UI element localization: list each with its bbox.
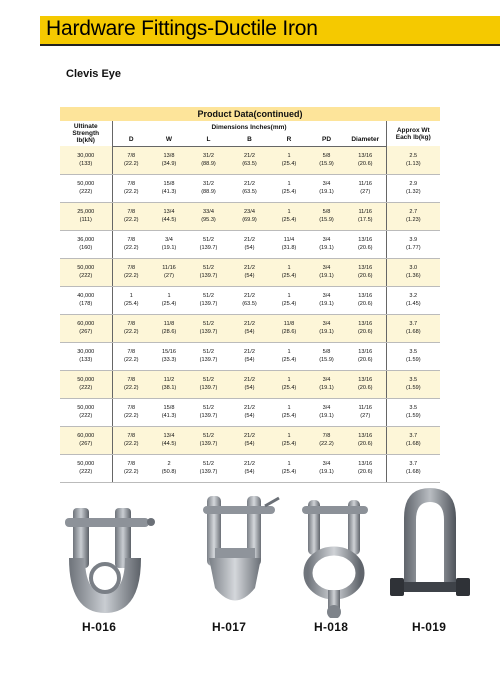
table-cell: 13/16 (20.6) bbox=[345, 426, 386, 454]
table-cell: 1 (25.4) bbox=[270, 146, 308, 174]
table-row bbox=[60, 230, 440, 258]
column-header: B bbox=[229, 134, 270, 146]
table-cell: 33/4 (95.3) bbox=[188, 202, 229, 230]
table-row bbox=[60, 398, 440, 426]
table-cell: 3/4 (19.1) bbox=[308, 174, 345, 202]
table-cell: 21/2 (54) bbox=[229, 230, 270, 258]
table-cell: 3/4 (19.1) bbox=[308, 230, 345, 258]
column-header: L bbox=[188, 134, 229, 146]
table-cell: 1 (25.4) bbox=[270, 286, 308, 314]
table-cell: 21/2 (54) bbox=[229, 454, 270, 482]
table-cell: 30,000 (133) bbox=[60, 342, 112, 370]
column-header: W bbox=[150, 134, 188, 146]
table-cell: 7/8 (22.2) bbox=[112, 426, 150, 454]
table-cell: 1 (25.4) bbox=[270, 202, 308, 230]
table-cell: 3/4 (19.1) bbox=[308, 398, 345, 426]
table-cell: 3.7 (1.68) bbox=[386, 314, 440, 342]
socket-clevis-photo bbox=[185, 478, 285, 618]
table-cell: 1 (25.4) bbox=[270, 426, 308, 454]
table-row bbox=[60, 202, 440, 230]
table-cell: 60,000 (267) bbox=[60, 426, 112, 454]
table-cell: 3.0 (1.36) bbox=[386, 258, 440, 286]
table-cell: 15/16 (33.3) bbox=[150, 342, 188, 370]
table-cell: 1 (25.4) bbox=[270, 258, 308, 286]
table-cell: 3.5 (1.59) bbox=[386, 342, 440, 370]
table-cell: 40,000 (178) bbox=[60, 286, 112, 314]
table-cell: 13/16 (20.6) bbox=[345, 314, 386, 342]
table-cell: 1 (25.4) bbox=[270, 174, 308, 202]
table-cell: 13/16 (20.6) bbox=[345, 342, 386, 370]
table-cell: 15/8 (41.3) bbox=[150, 174, 188, 202]
table-cell: 25,000 (111) bbox=[60, 202, 112, 230]
table-band-title: Product Data(continued) bbox=[60, 107, 440, 121]
anchor-shackle-photo bbox=[390, 478, 470, 618]
model-label: H-017 bbox=[212, 620, 247, 634]
table-cell: 51/2 (139.7) bbox=[188, 342, 229, 370]
section-subtitle: Clevis Eye bbox=[66, 68, 122, 80]
table-cell: 21/2 (63.5) bbox=[229, 286, 270, 314]
table-cell: 5/8 (15.9) bbox=[308, 146, 345, 174]
table-cell: 13/16 (20.6) bbox=[345, 370, 386, 398]
table-cell: 7/8 (22.2) bbox=[112, 202, 150, 230]
column-header: D bbox=[112, 134, 150, 146]
table-cell: 7/8 (22.2) bbox=[112, 146, 150, 174]
table-cell: 13/4 (44.5) bbox=[150, 426, 188, 454]
table-cell: 3.7 (1.68) bbox=[386, 426, 440, 454]
table-cell: 21/2 (54) bbox=[229, 314, 270, 342]
table-row bbox=[60, 370, 440, 398]
table-cell: 51/2 (139.7) bbox=[188, 314, 229, 342]
table-cell: 3.2 (1.45) bbox=[386, 286, 440, 314]
table-cell: 36,000 (160) bbox=[60, 230, 112, 258]
table-cell: 1 (25.4) bbox=[270, 454, 308, 482]
table-cell: 13/16 (20.6) bbox=[345, 146, 386, 174]
table-cell: 11/2 (38.1) bbox=[150, 370, 188, 398]
table-cell: 50,000 (222) bbox=[60, 370, 112, 398]
table-cell: 50,000 (222) bbox=[60, 454, 112, 482]
table-cell: 31/2 (88.9) bbox=[188, 146, 229, 174]
clevis-eye-photo bbox=[55, 478, 155, 618]
table-cell: 51/2 (139.7) bbox=[188, 454, 229, 482]
table-cell: 60,000 (267) bbox=[60, 314, 112, 342]
table-cell: 1 (25.4) bbox=[150, 286, 188, 314]
column-header: R bbox=[270, 134, 308, 146]
table-cell: 3.5 (1.59) bbox=[386, 370, 440, 398]
table-cell: 51/2 (139.7) bbox=[188, 286, 229, 314]
header-rule bbox=[40, 44, 500, 46]
model-label: H-018 bbox=[314, 620, 349, 634]
model-label: H-019 bbox=[412, 620, 447, 634]
table-row bbox=[60, 146, 440, 174]
table-cell: 51/2 (139.7) bbox=[188, 398, 229, 426]
table-row bbox=[60, 314, 440, 342]
table-cell: 21/2 (63.5) bbox=[229, 174, 270, 202]
table-cell: 13/8 (34.9) bbox=[150, 146, 188, 174]
table-cell: 3.5 (1.59) bbox=[386, 398, 440, 426]
table-cell: 7/8 (22.2) bbox=[112, 370, 150, 398]
top-margin bbox=[0, 0, 500, 14]
table-cell: 21/2 (54) bbox=[229, 370, 270, 398]
table-cell: 3/4 (19.1) bbox=[308, 258, 345, 286]
table-cell: 11/8 (28.6) bbox=[270, 314, 308, 342]
table-cell: 7/8 (22.2) bbox=[308, 426, 345, 454]
table-cell: 7/8 (22.2) bbox=[112, 314, 150, 342]
table-cell: 7/8 (22.2) bbox=[112, 258, 150, 286]
model-label: H-016 bbox=[82, 620, 117, 634]
page-title: Hardware Fittings-Ductile Iron bbox=[46, 17, 318, 40]
table-cell: 11/16 (27) bbox=[150, 258, 188, 286]
table-cell: 1 (25.4) bbox=[270, 370, 308, 398]
column-header: Diameter bbox=[345, 134, 386, 146]
table-cell: 7/8 (22.2) bbox=[112, 454, 150, 482]
table-cell: 3/4 (19.1) bbox=[150, 230, 188, 258]
table-cell: 13/16 (20.6) bbox=[345, 286, 386, 314]
table-cell: 3.7 (1.68) bbox=[386, 454, 440, 482]
table-cell: 31/2 (88.9) bbox=[188, 174, 229, 202]
spec-table bbox=[60, 121, 440, 483]
table-cell: 7/8 (22.2) bbox=[112, 230, 150, 258]
table-cell: 3/4 (19.1) bbox=[308, 314, 345, 342]
table-cell: 3.9 (1.77) bbox=[386, 230, 440, 258]
table-cell: 2 (50.8) bbox=[150, 454, 188, 482]
table-cell: 7/8 (22.2) bbox=[112, 398, 150, 426]
column-header: PD bbox=[308, 134, 345, 146]
table-cell: 51/2 (139.7) bbox=[188, 230, 229, 258]
table-cell: 2.5 (1.13) bbox=[386, 146, 440, 174]
table-cell: 3/4 (19.1) bbox=[308, 370, 345, 398]
table-row bbox=[60, 426, 440, 454]
table-row bbox=[60, 342, 440, 370]
table-cell: 7/8 (22.2) bbox=[112, 342, 150, 370]
table-row bbox=[60, 286, 440, 314]
table-cell: 13/16 (20.6) bbox=[345, 258, 386, 286]
ultimate-strength-header: Ultinate Strength lb(kN) bbox=[60, 121, 112, 146]
table-cell: 2.9 (1.32) bbox=[386, 174, 440, 202]
table-cell: 1 (25.4) bbox=[270, 398, 308, 426]
table-cell: 30,000 (133) bbox=[60, 146, 112, 174]
table-cell: 50,000 (222) bbox=[60, 174, 112, 202]
table-cell: 1 (25.4) bbox=[112, 286, 150, 314]
table-cell: 51/2 (139.7) bbox=[188, 426, 229, 454]
table-cell: 13/16 (20.6) bbox=[345, 230, 386, 258]
table-cell: 21/2 (54) bbox=[229, 426, 270, 454]
dimensions-header: Dimensions Inches(mm) bbox=[112, 121, 386, 134]
table-cell: 5/8 (15.9) bbox=[308, 202, 345, 230]
table-cell: 50,000 (222) bbox=[60, 258, 112, 286]
table-cell: 21/2 (63.5) bbox=[229, 146, 270, 174]
table-cell: 11/4 (31.8) bbox=[270, 230, 308, 258]
table-row bbox=[60, 258, 440, 286]
table-cell: 13/4 (44.5) bbox=[150, 202, 188, 230]
table-cell: 15/8 (41.3) bbox=[150, 398, 188, 426]
table-cell: 7/8 (22.2) bbox=[112, 174, 150, 202]
ball-clevis-photo bbox=[290, 478, 380, 618]
table-cell: 11/16 (17.5) bbox=[345, 202, 386, 230]
table-cell: 51/2 (139.7) bbox=[188, 370, 229, 398]
table-cell: 2.7 (1.23) bbox=[386, 202, 440, 230]
table-cell: 3/4 (19.1) bbox=[308, 454, 345, 482]
product-data-table bbox=[60, 107, 440, 483]
table-cell: 50,000 (222) bbox=[60, 398, 112, 426]
product-photos bbox=[0, 478, 500, 618]
table-cell: 11/8 (28.6) bbox=[150, 314, 188, 342]
table-cell: 1 (25.4) bbox=[270, 342, 308, 370]
table-cell: 11/16 (27) bbox=[345, 174, 386, 202]
table-cell: 21/2 (54) bbox=[229, 258, 270, 286]
table-cell: 51/2 (139.7) bbox=[188, 258, 229, 286]
weight-header: Approx Wt Each lb(kg) bbox=[395, 126, 431, 141]
table-cell: 23/4 (69.9) bbox=[229, 202, 270, 230]
table-cell: 13/16 (20.6) bbox=[345, 454, 386, 482]
table-cell: 21/2 (54) bbox=[229, 342, 270, 370]
table-cell: 5/8 (15.9) bbox=[308, 342, 345, 370]
table-row bbox=[60, 174, 440, 202]
table-cell: 11/16 (27) bbox=[345, 398, 386, 426]
table-cell: 3/4 (19.1) bbox=[308, 286, 345, 314]
table-cell: 21/2 (54) bbox=[229, 398, 270, 426]
